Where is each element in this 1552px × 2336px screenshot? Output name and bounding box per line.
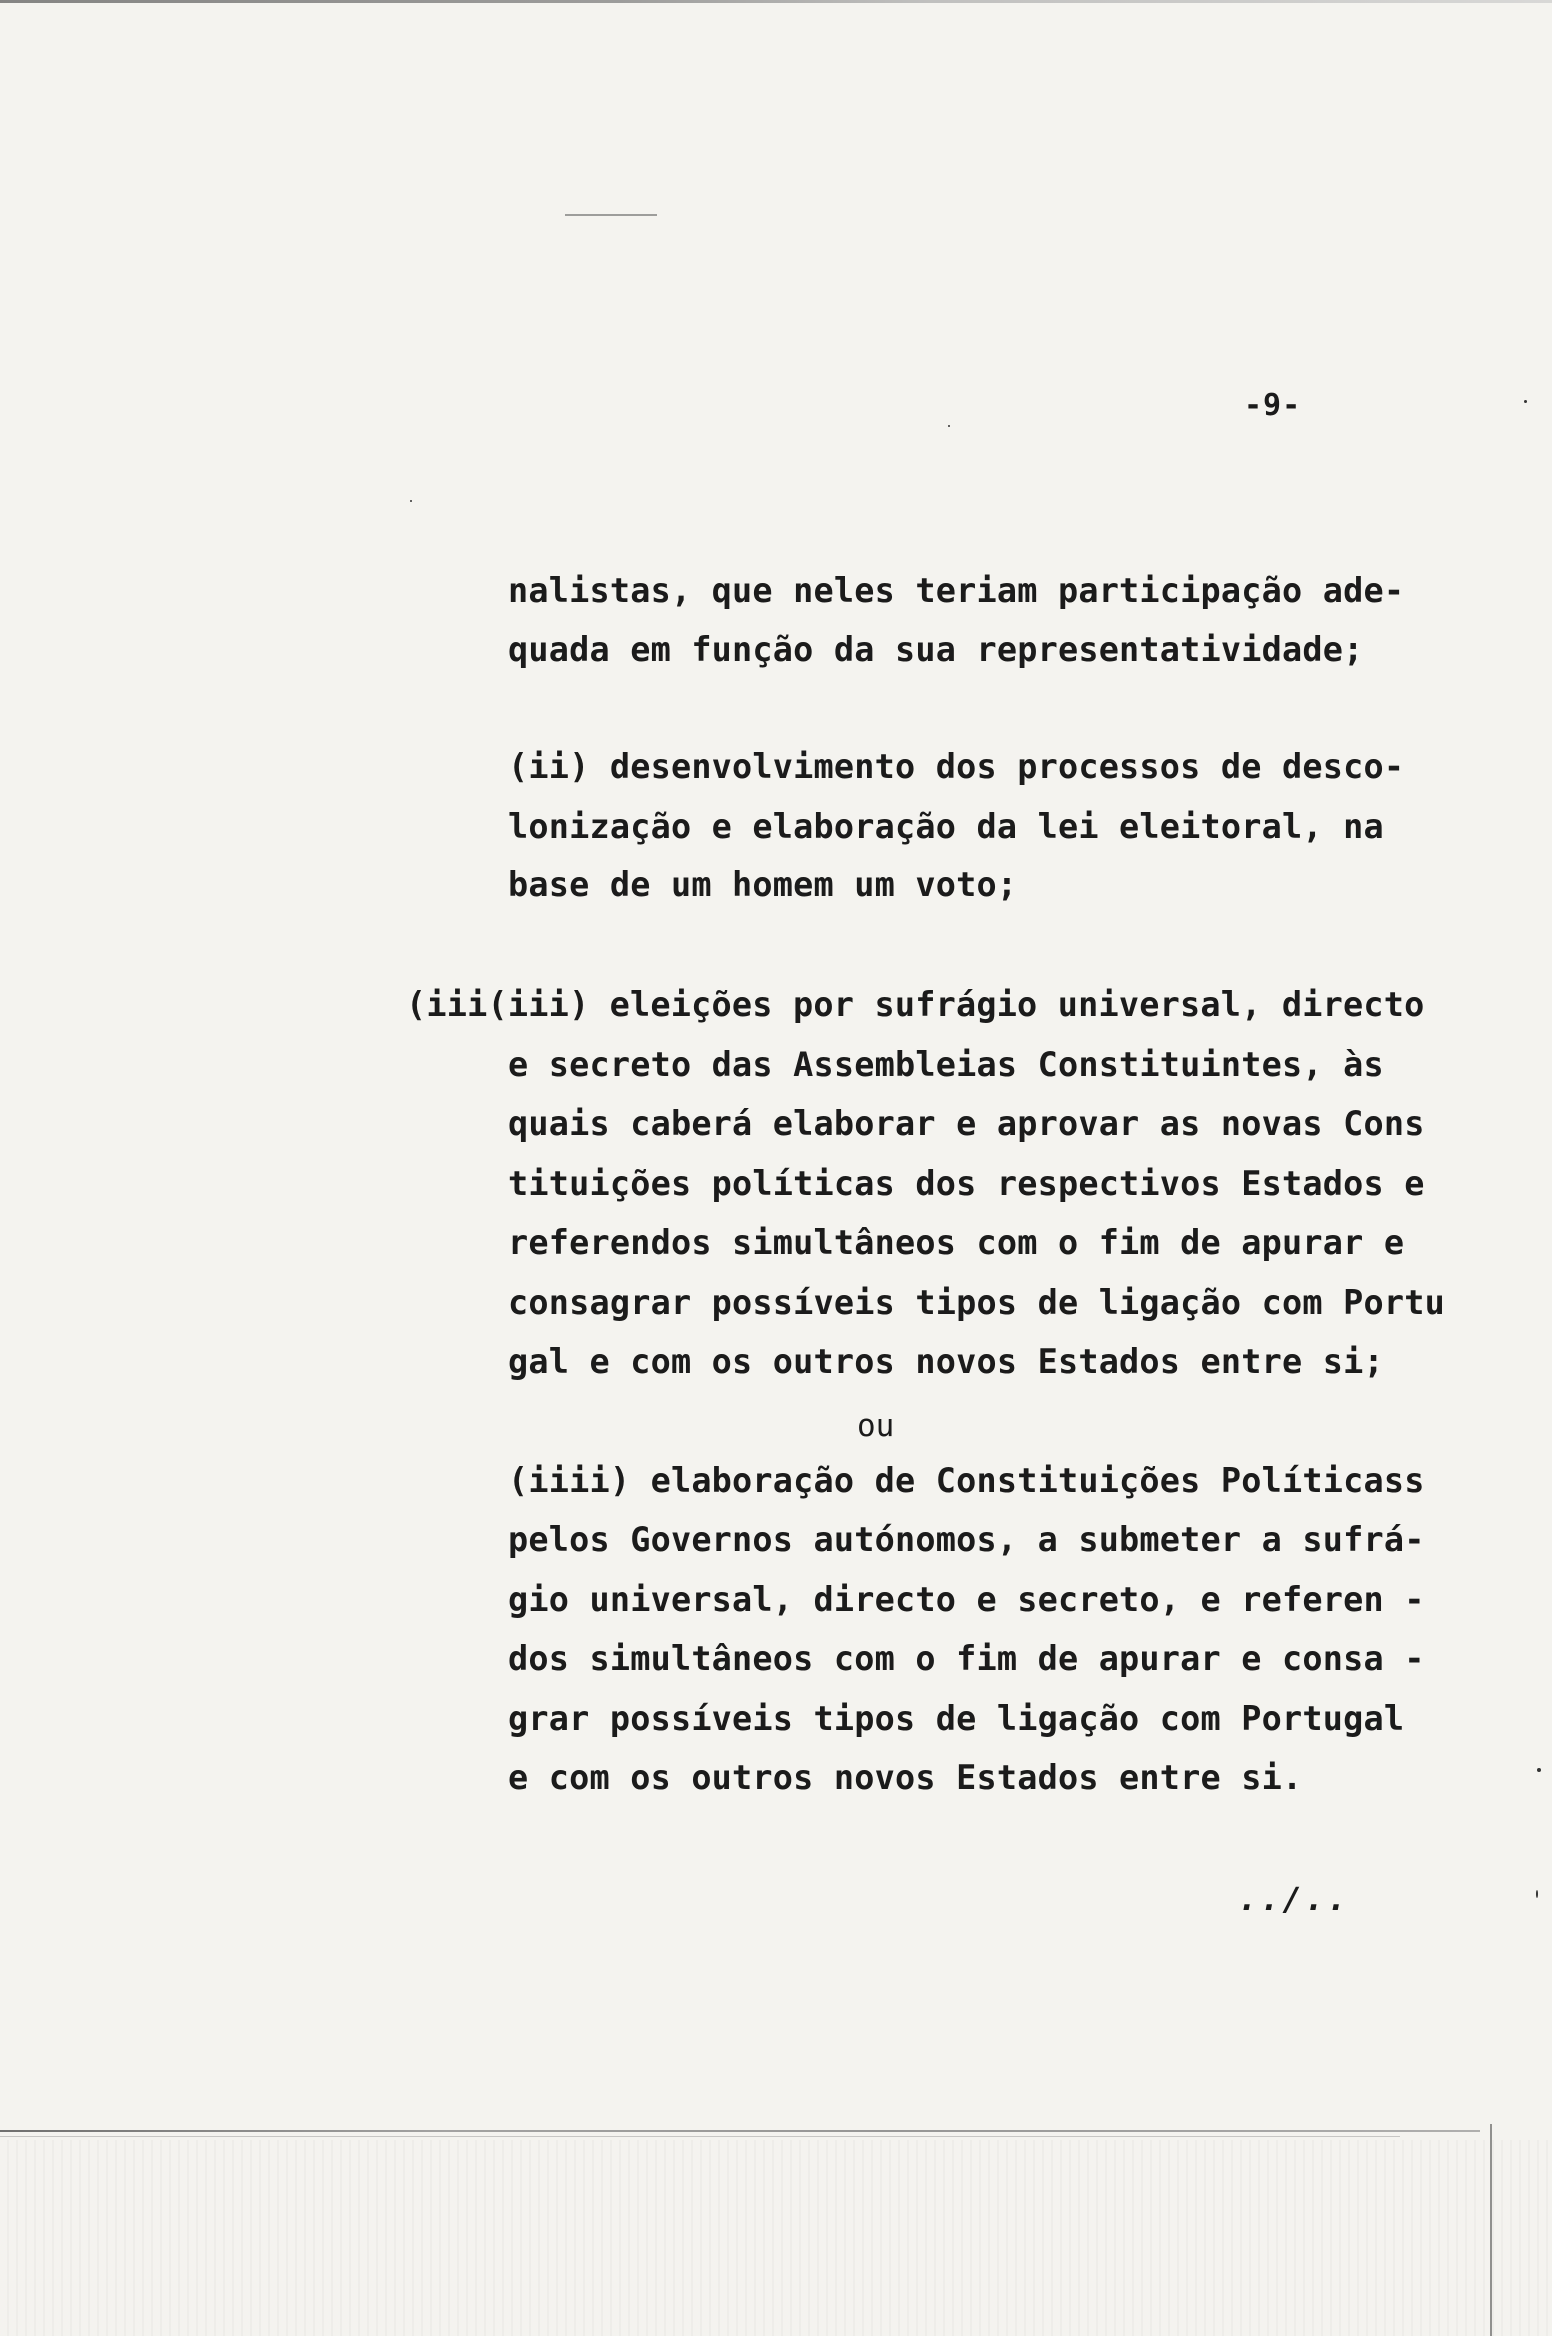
text-line: consagrar possíveis tipos de ligação com Portu xyxy=(508,1283,1445,1322)
scan-speck xyxy=(1537,1768,1541,1772)
page-number: -9- xyxy=(1244,388,1302,423)
scan-speck xyxy=(948,425,950,427)
top-scan-edge xyxy=(0,0,1552,3)
scan-speck xyxy=(410,500,412,502)
text-line: lonização e elaboração da lei eleitoral, na xyxy=(508,807,1384,846)
text-line: quada em função da sua representatividade; xyxy=(508,630,1364,669)
scan-speck xyxy=(1524,400,1527,403)
text-line: referendos simultâneos com o fim de apurar e xyxy=(508,1223,1405,1262)
text-line: base de um homem um voto; xyxy=(508,865,1018,904)
text-line: (ii) desenvolvimento dos processos de desco- xyxy=(508,747,1405,786)
bottom-scan-edge xyxy=(0,2130,1480,2132)
bottom-scan-edge-secondary xyxy=(0,2136,1400,2137)
scan-smudge xyxy=(565,214,657,216)
text-line: (iii(iii) eleições por sufrágio universal, directo xyxy=(406,985,1425,1024)
text-line: quais caberá elaborar e aprovar as novas Cons xyxy=(508,1104,1425,1143)
continuation-mark: ../.. xyxy=(1238,1880,1350,1918)
text-line: grar possíveis tipos de ligação com Portugal xyxy=(508,1699,1405,1738)
text-line: tituições políticas dos respectivos Estados e xyxy=(508,1164,1425,1203)
text-line: e com os outros novos Estados entre si. xyxy=(508,1758,1303,1797)
text-line: (iiii) elaboração de Constituições Políticass xyxy=(508,1461,1425,1500)
text-line: nalistas, que neles teriam participação ade- xyxy=(508,571,1405,610)
ou-separator: ou xyxy=(857,1408,895,1444)
text-line: gio universal, directo e secreto, e referen - xyxy=(508,1580,1425,1619)
text-line: pelos Governos autónomos, a submeter a sufrá- xyxy=(508,1520,1425,1559)
text-line: gal e com os outros novos Estados entre si; xyxy=(508,1342,1384,1381)
scan-noise-band xyxy=(0,2140,1552,2336)
text-line: e secreto das Assembleias Constituintes, às xyxy=(508,1045,1384,1084)
scan-speck xyxy=(1536,1890,1538,1898)
text-line: dos simultâneos com o fim de apurar e consa - xyxy=(508,1639,1425,1678)
